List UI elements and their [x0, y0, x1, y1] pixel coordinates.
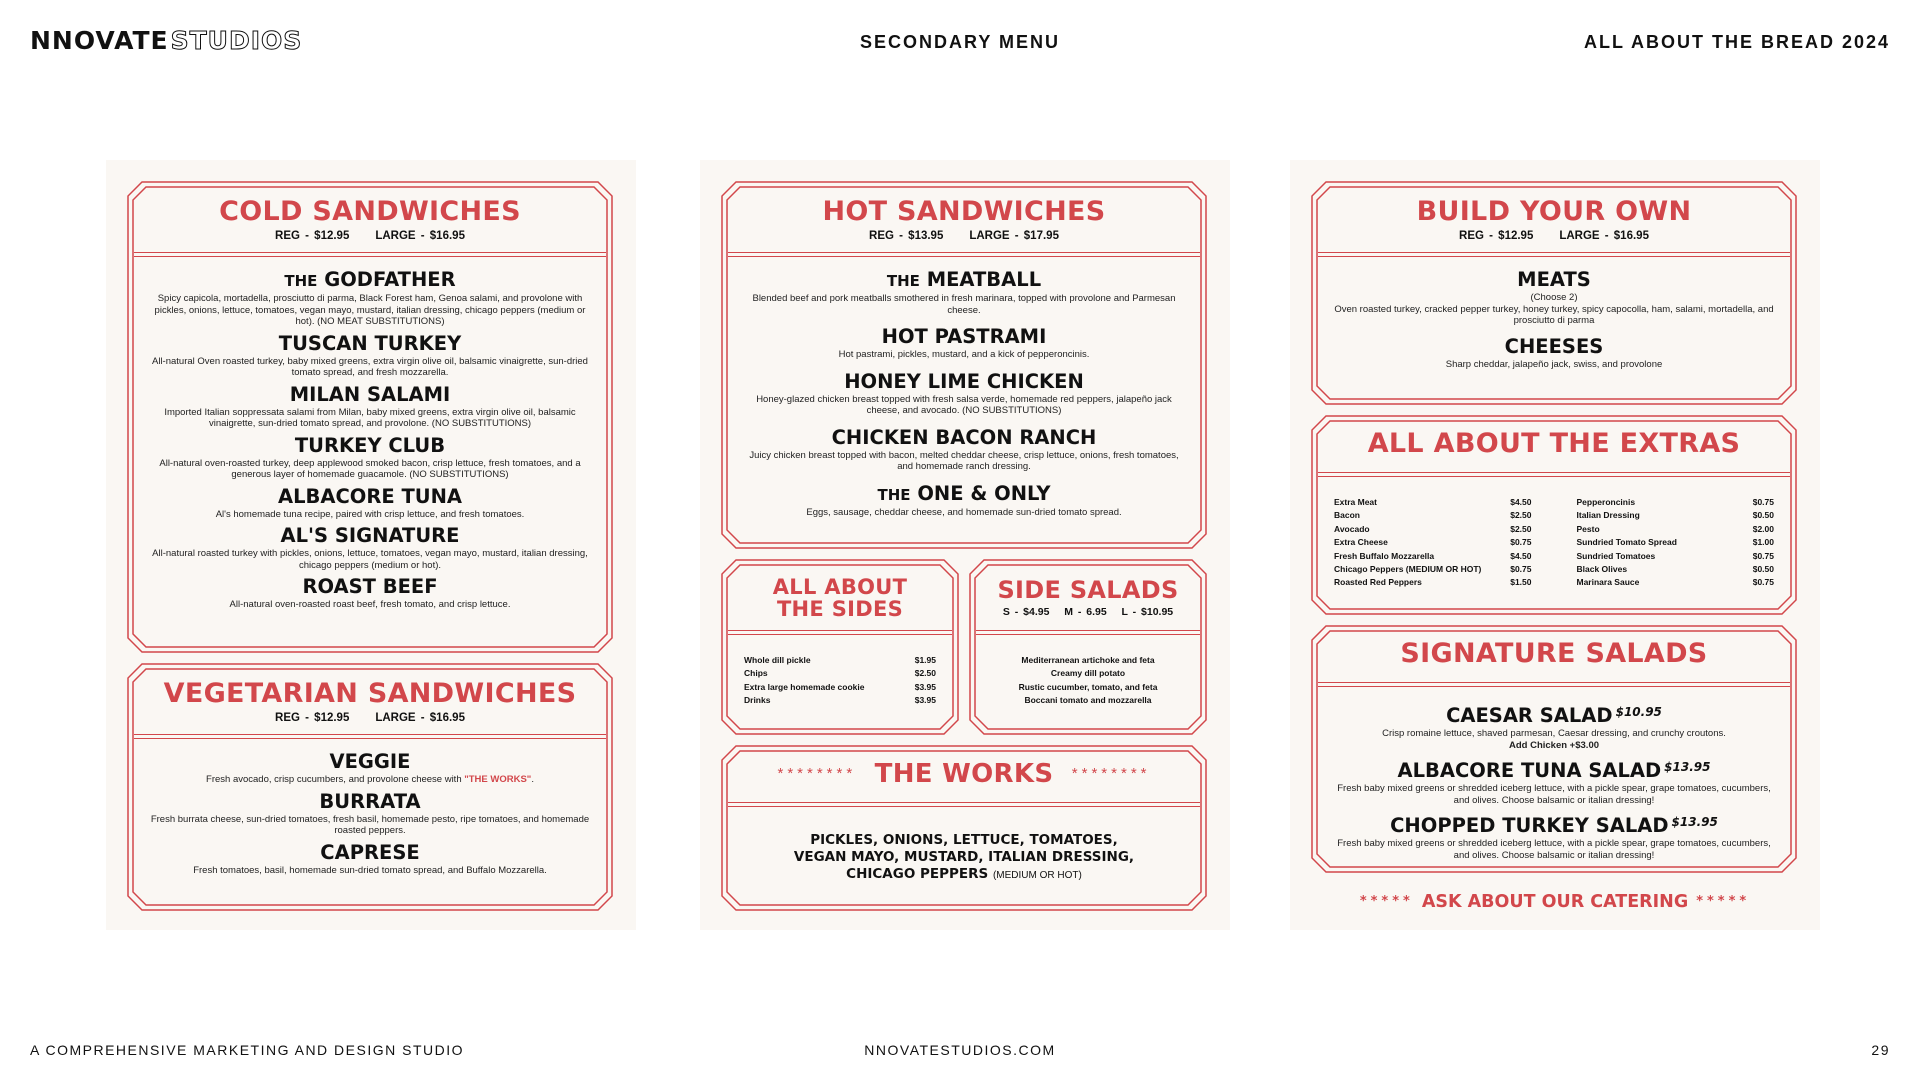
works-title-line	[722, 746, 1206, 790]
catering-stars-left: *****	[1359, 894, 1414, 909]
top-bar	[30, 26, 1890, 55]
vegetarian-sandwiches-box	[128, 664, 612, 910]
build-price: REG - $12.95 LARGE - $16.95	[1459, 230, 1649, 242]
works-line: CHICAGO PEPPERS (MEDIUM OR HOT)	[846, 866, 1082, 882]
cold-items	[148, 268, 592, 615]
item-name: BURRATA	[319, 789, 421, 813]
works-title: THE WORKS	[874, 759, 1054, 789]
works-stars-right: ********	[1071, 765, 1151, 782]
item-name: THE MEATBALL	[886, 268, 1042, 291]
item-desc: Blended beef and pork meatballs smothered in fresh marinara, topped with provolone and Parmesan cheese.	[752, 293, 1176, 316]
salad-name: ALBACORE TUNA SALAD $^{\$13.95}$	[1397, 759, 1711, 782]
item-desc: All-natural oven-roasted turkey, deep applewood smoked bacon, crisp lettuce, fresh tomatoes, and a generous layer of homemade guacamole. (NO SUBSTITUTIONS)	[159, 457, 581, 480]
the-works-box	[722, 746, 1206, 910]
extra-price: $2.00	[1752, 523, 1774, 534]
side-salad-item: Rustic cucumber, tomato, and feta	[1018, 681, 1158, 692]
item-desc: Spicy capicola, mortadella, prosciutto di parma, Black Forest ham, Genoa salami, and provolone with pickles, onions, lettuce, tomatoes, vegan mayo, mustard, italian dressing, chicago peppers (medium or hot). (NO MEAT SUBSTITUTIONS)	[154, 293, 586, 327]
item-name: TUSCAN TURKEY	[278, 331, 462, 355]
item-desc: Fresh avocado, crisp cucumbers, and provolone cheese with "THE WORKS".	[206, 774, 534, 785]
extra-price: $4.50	[1510, 550, 1532, 561]
extra-name: Fresh Buffalo Mozzarella	[1334, 550, 1435, 561]
salad-extra: Add Chicken +$3.00	[1508, 739, 1600, 751]
menu-page-2	[700, 160, 1230, 930]
catering-text: ASK ABOUT OUR CATERING	[1421, 892, 1689, 912]
hot-sandwiches-box	[722, 182, 1206, 548]
extra-price: $0.75	[1752, 497, 1774, 507]
page-number: 29	[1871, 1042, 1890, 1058]
extra-name: Pesto	[1576, 523, 1600, 534]
item-name: THE ONE & ONLY	[877, 481, 1051, 505]
logo-outline-text: STUDIOS	[170, 26, 303, 55]
item-desc: Honey-glazed chicken breast topped with fresh salsa verde, homemade red peppers, jalapeño jack cheese, and avocado. (NO SUBSTITUTIONS)	[756, 393, 1172, 416]
item-name: CHICKEN BACON RANCH	[831, 425, 1097, 449]
item-desc: All-natural Oven roasted turkey, baby mixed greens, extra virgin olive oil, balsamic vinaigrette, sun-dried tomato spread, and fresh mozzarella.	[152, 355, 588, 378]
cold-title: COLD SANDWICHES	[219, 196, 521, 227]
logo-bold-text: NNOVATE	[30, 26, 169, 55]
catering-banner	[1290, 892, 1820, 912]
item-desc: Juicy chicken breast topped with bacon, melted cheddar cheese, crisp lettuce, onions, fresh tomatoes, and homemade ranch dressing.	[749, 449, 1179, 472]
build-title: BUILD YOUR OWN	[1416, 196, 1692, 227]
sides-divider	[728, 630, 952, 635]
hot-items	[742, 268, 1186, 522]
extras-box	[1312, 416, 1796, 614]
works-divider	[728, 802, 1200, 807]
side-salads-list	[980, 654, 1196, 708]
footer-tagline: A COMPREHENSIVE MARKETING AND DESIGN STUDIO	[30, 1042, 465, 1058]
item-name: VEGGIE	[329, 750, 411, 773]
side-price: $2.50	[914, 668, 936, 679]
extra-name: Avocado	[1334, 523, 1370, 534]
item-name: TURKEY CLUB	[294, 433, 446, 457]
side-name: Drinks	[744, 695, 771, 706]
extra-price: $0.50	[1752, 564, 1774, 575]
salads-title: SIGNATURE SALADS	[1400, 638, 1708, 669]
salad-name: CHOPPED TURKEY SALAD $^{\$13.95}$	[1390, 814, 1718, 837]
item-desc: All-natural roasted turkey with pickles, onions, lettuce, tomatoes, vegan mayo, mustard, italian dressing, chicago peppers (medium or hot).	[152, 548, 588, 571]
salads-items	[1332, 700, 1776, 865]
extra-price: $2.50	[1510, 523, 1532, 534]
cold-sandwiches-box	[128, 182, 612, 652]
veg-title: VEGETARIAN SANDWICHES	[163, 678, 577, 709]
item-name: THE GODFATHER	[284, 268, 456, 291]
item-name: HOT PASTRAMI	[881, 325, 1047, 348]
extra-name: Roasted Red Peppers	[1334, 577, 1422, 588]
sides-box	[722, 560, 958, 734]
works-line: PICKLES, ONIONS, LETTUCE, TOMATOES,	[810, 832, 1118, 848]
item-name: ALBACORE TUNA	[277, 484, 463, 508]
meats-title: MEATS	[1517, 268, 1591, 291]
side-price: $3.95	[914, 681, 936, 692]
extra-name: Marinara Sauce	[1576, 577, 1640, 588]
sides-title-2: THE SIDES	[776, 597, 904, 621]
cheeses-desc: Sharp cheddar, jalapeño jack, swiss, and provolone	[1445, 358, 1663, 370]
side-salads-price: S - $4.95 M - 6.95 L - $10.95	[1002, 606, 1174, 618]
extra-price: $0.75	[1752, 550, 1774, 561]
footer-website: NNOVATESTUDIOS.COM	[864, 1042, 1056, 1058]
works-content	[742, 832, 1186, 884]
section-title: SECONDARY MENU	[859, 32, 1061, 52]
side-salad-item: Boccani tomato and mozzarella	[1024, 695, 1152, 706]
veg-price: REG - $12.95 LARGE - $16.95	[275, 712, 465, 724]
extra-price: $0.75	[1510, 564, 1532, 575]
extras-title: ALL ABOUT THE EXTRAS	[1367, 428, 1741, 459]
extra-price: $0.75	[1510, 537, 1532, 548]
extra-price: $0.50	[1752, 510, 1774, 521]
menu-page-1	[106, 160, 636, 930]
sides-title-1: ALL ABOUT	[772, 575, 908, 599]
salad-desc: Fresh baby mixed greens or shredded iceberg lettuce, with a pickle spear, grape tomatoes, cucumbers, and olives. Choose balsamic or italian dressing!	[1337, 838, 1771, 861]
side-price: $1.95	[914, 655, 936, 665]
works-stars-left: ********	[777, 765, 857, 782]
veg-items	[148, 750, 592, 880]
build-divider	[1318, 252, 1790, 257]
hot-divider	[728, 252, 1200, 257]
side-name: Whole dill pickle	[744, 655, 811, 665]
salads-divider	[1318, 682, 1790, 687]
extra-name: Extra Cheese	[1334, 537, 1388, 548]
works-line: VEGAN MAYO, MUSTARD, ITALIAN DRESSING,	[793, 849, 1135, 865]
cold-price: REG - $12.95 LARGE - $16.95	[275, 230, 465, 242]
extra-name: Bacon	[1334, 510, 1360, 521]
item-desc: Fresh tomatoes, basil, homemade sun-dried tomato spread, and Buffalo Mozzarella.	[193, 864, 547, 876]
signature-salads-box	[1312, 626, 1796, 872]
salad-name: CAESAR SALAD $^{\$10.95}$	[1446, 704, 1662, 727]
extra-price: $0.75	[1752, 577, 1774, 588]
menu-page-3	[1290, 160, 1820, 930]
item-desc: All-natural oven-roasted roast beef, fresh tomato, and crisp lettuce.	[229, 599, 511, 610]
extra-name: Chicago Peppers (MEDIUM OR HOT)	[1334, 564, 1482, 575]
extra-name: Sundried Tomato Spread	[1576, 537, 1677, 548]
salad-desc: Crisp romaine lettuce, shaved parmesan, Caesar dressing, and crunchy croutons.	[1382, 728, 1726, 739]
hot-price: REG - $13.95 LARGE - $17.95	[869, 230, 1059, 242]
extra-name: Pepperoncinis	[1576, 497, 1636, 507]
project-title: ALL ABOUT THE BREAD 2024	[1583, 32, 1890, 52]
build-content	[1332, 268, 1776, 374]
hot-title: HOT SANDWICHES	[822, 196, 1106, 227]
extras-list	[1334, 496, 1774, 590]
item-desc: Imported Italian soppressata salami from Milan, baby mixed greens, extra virgin olive oil, balsamic vinaigrette, sun-dried tomato spread, and provolone. (NO SUBSTITUTIONS)	[164, 406, 576, 429]
extra-name: Black Olives	[1576, 564, 1628, 575]
veg-divider	[134, 734, 606, 739]
extra-price: $1.50	[1510, 577, 1532, 588]
item-name: AL'S SIGNATURE	[280, 524, 460, 547]
side-salad-item: Mediterranean artichoke and feta	[1021, 655, 1155, 665]
item-name: CAPRESE	[320, 840, 420, 864]
cheeses-title: CHEESES	[1504, 334, 1604, 358]
extra-price: $1.00	[1752, 537, 1774, 548]
side-salads-title: SIDE SALADS	[997, 576, 1179, 604]
sides-list	[744, 654, 936, 708]
side-salads-box	[970, 560, 1206, 734]
extra-price: $4.50	[1510, 497, 1532, 507]
item-desc: Hot pastrami, pickles, mustard, and a kick of pepperoncinis.	[838, 349, 1090, 360]
extra-name: Extra Meat	[1334, 497, 1377, 507]
extra-name: Sundried Tomatoes	[1576, 550, 1656, 561]
extra-name: Italian Dressing	[1576, 510, 1640, 521]
side-salads-divider	[976, 630, 1200, 635]
side-name: Chips	[744, 668, 768, 679]
cold-divider	[134, 252, 606, 257]
side-name: Extra large homemade cookie	[744, 681, 865, 692]
catering-stars-right: *****	[1696, 894, 1751, 909]
extras-divider	[1318, 472, 1790, 477]
item-name: MILAN SALAMI	[289, 382, 451, 406]
extra-price: $2.50	[1510, 510, 1532, 521]
side-price: $3.95	[914, 695, 936, 706]
item-name: ROAST BEEF	[302, 575, 438, 598]
item-desc: Fresh burrata cheese, sun-dried tomatoes, fresh basil, homemade pesto, ripe tomatoes, and homemade roasted peppers.	[150, 813, 590, 836]
salad-desc: Fresh baby mixed greens or shredded iceberg lettuce, with a pickle spear, grape tomatoes, cucumbers, and olives. Choose balsamic or italian dressing!	[1337, 783, 1771, 806]
side-salad-item: Creamy dill potato	[1050, 668, 1126, 679]
meats-choose: (Choose 2)	[1530, 292, 1578, 303]
item-desc: Eggs, sausage, cheddar cheese, and homemade sun-dried tomato spread.	[806, 506, 1122, 518]
item-name: HONEY LIME CHICKEN	[844, 369, 1084, 393]
item-desc: Al's homemade tuna recipe, paired with crisp lettuce, and fresh tomatoes.	[215, 508, 525, 520]
build-your-own-box	[1312, 182, 1796, 404]
meats-desc: Oven roasted turkey, cracked pepper turkey, honey turkey, spicy capocolla, ham, salami, mortadella, and prosciutto di parma	[1334, 303, 1774, 326]
